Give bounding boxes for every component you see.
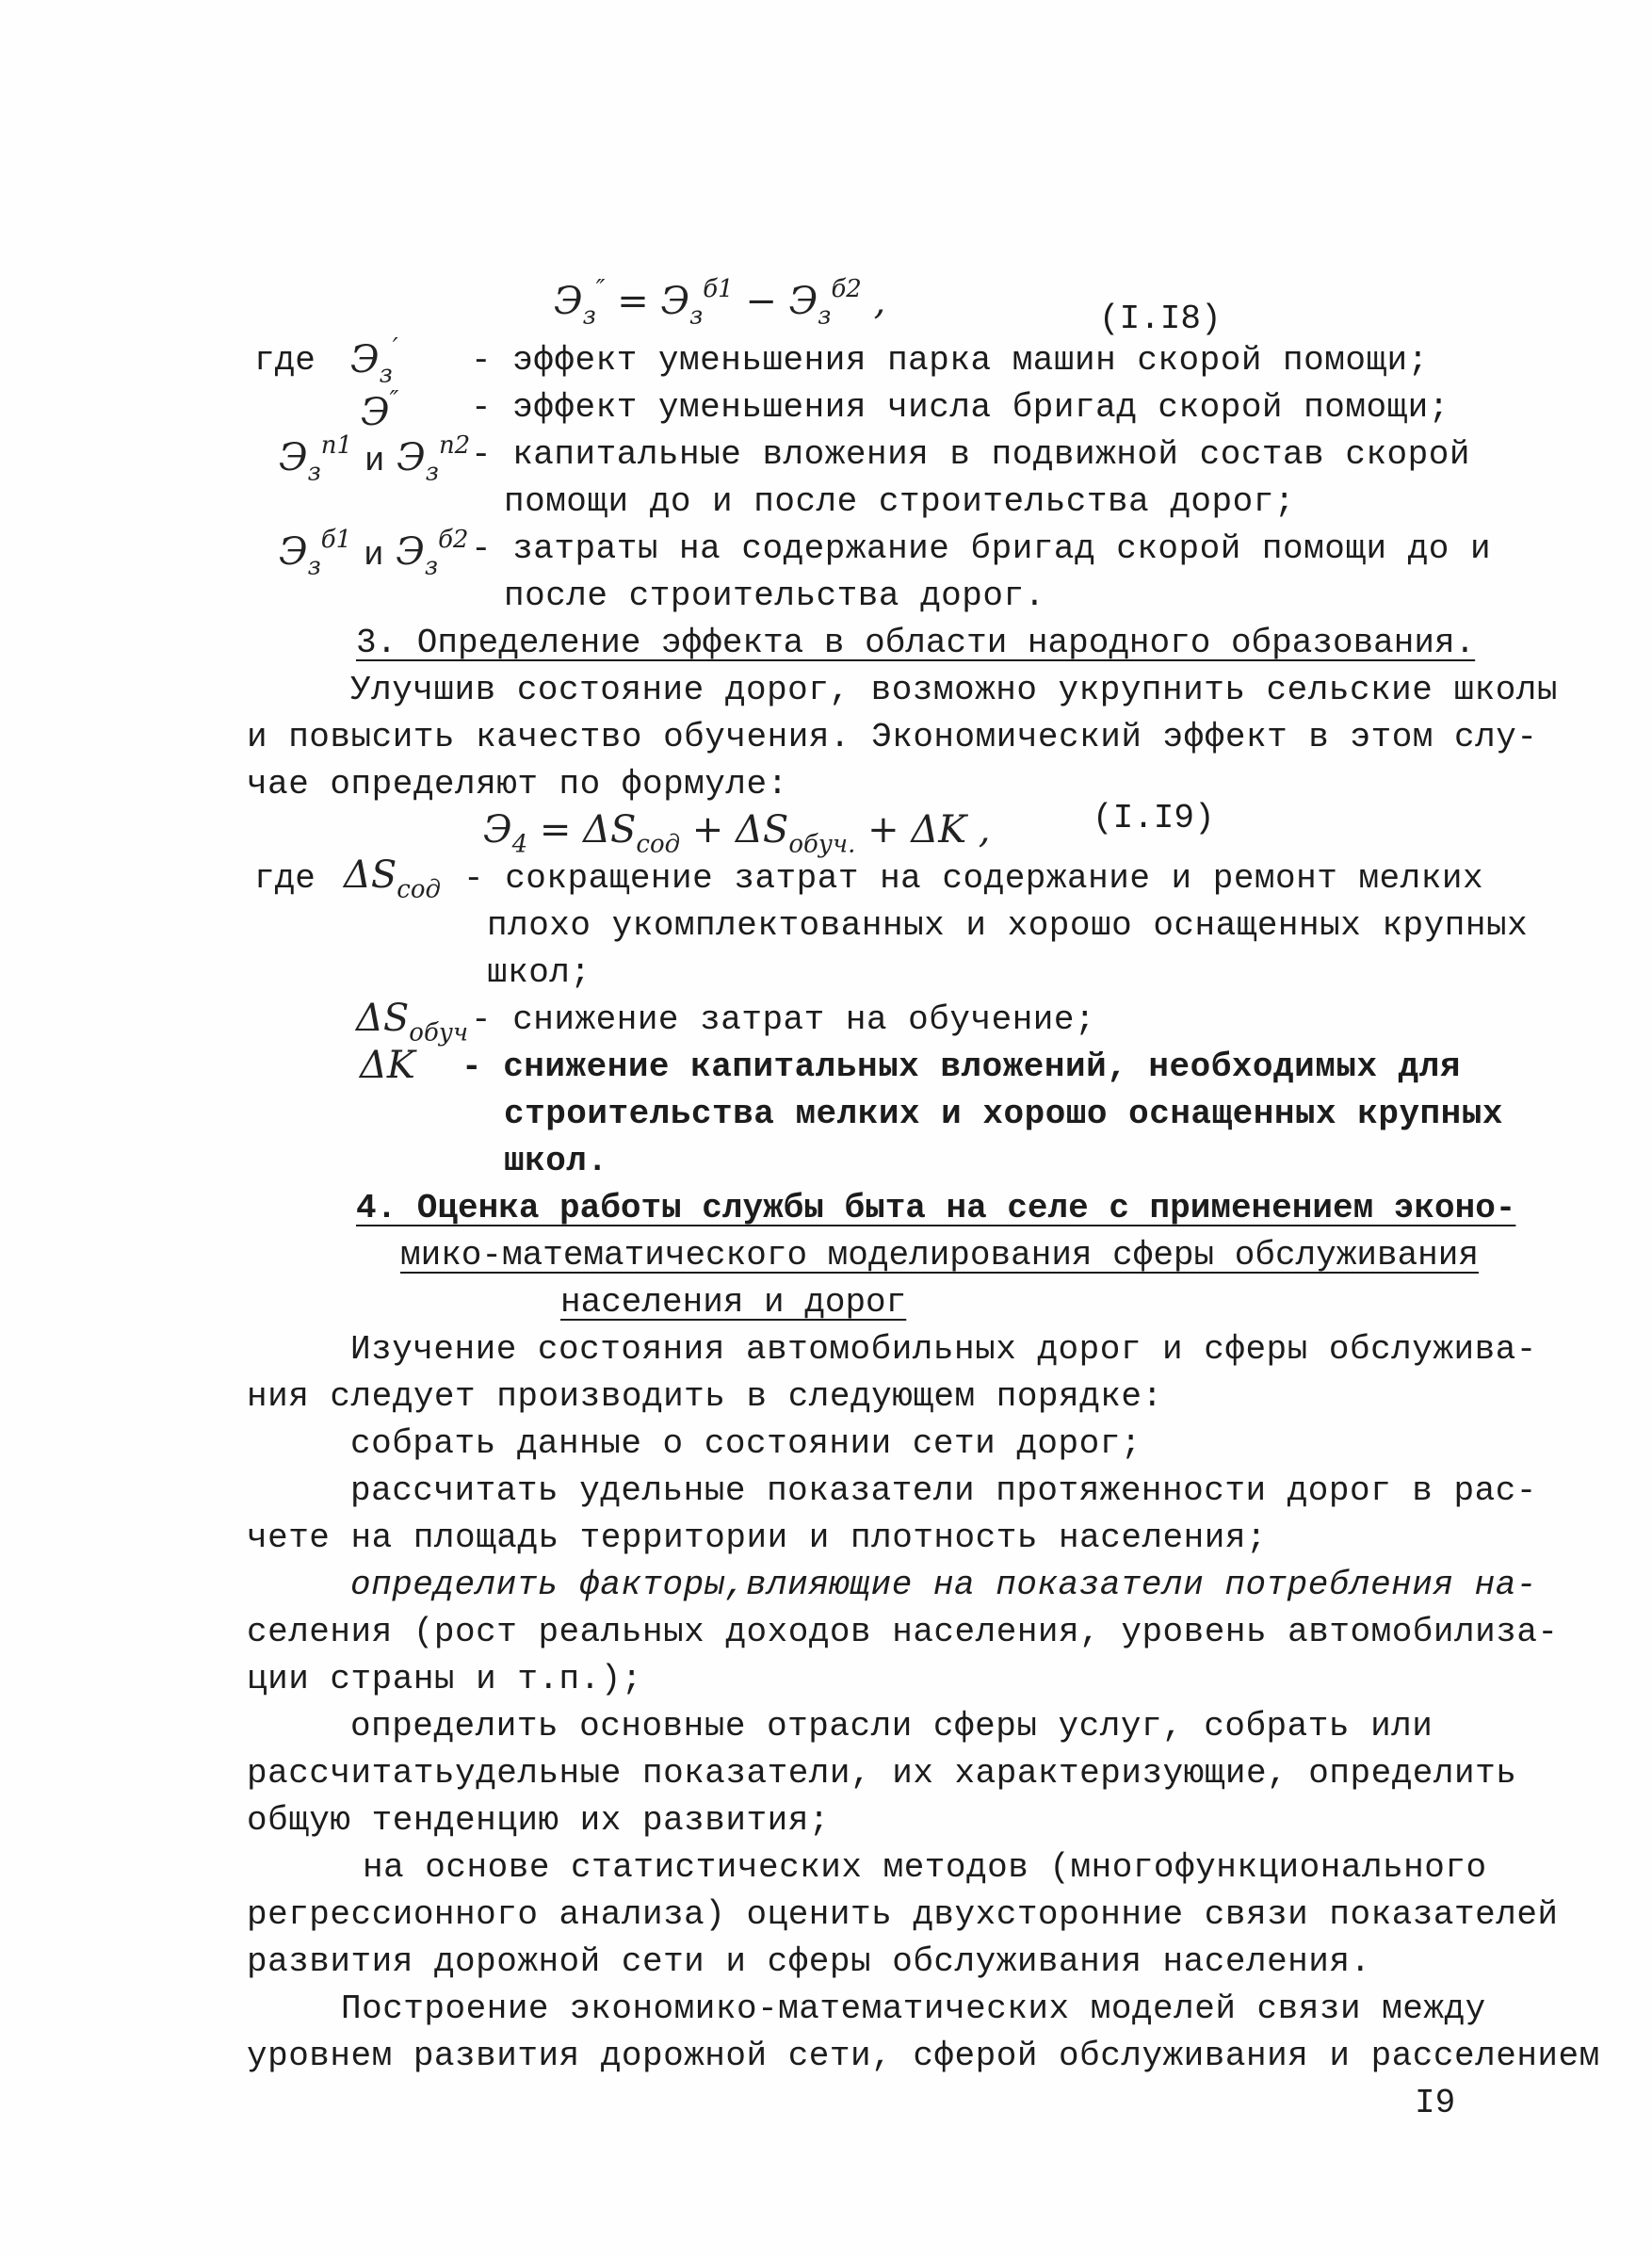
symbol-e-double-prime: Э″	[361, 386, 399, 435]
formula-i18: $Э_з'' = Э_з^{б1} - Э_з^{б2}$ ,	[554, 275, 886, 331]
body-line-13: регрессионного анализа) оценить двухсторонние связи показателей	[247, 1895, 1559, 1934]
body-line-8: ции страны и т.п.);	[247, 1660, 642, 1698]
formula-i19: $Э_4 = \Delta S_{сод} + \Delta S_{обуч.} + \Delta K$ ,	[483, 808, 991, 859]
def-e-double-prime: - эффект уменьшения числа бригад скорой помощи;	[471, 388, 1450, 427]
body-line-12: на основе статистических методов (многофункционального	[363, 1848, 1487, 1887]
def-dk-1: - снижение капитальных вложений, необходимых для	[462, 1047, 1461, 1086]
def-dscod-2: плохо укомплектованных и хорошо оснащенных крупных	[487, 906, 1529, 945]
where-label-1: где	[254, 341, 316, 380]
def-dk-2: строительства мелких и хорошо оснащенных крупных	[504, 1095, 1503, 1133]
body-line-2: ния следует производить в следующем порядке:	[247, 1377, 1163, 1416]
def-costs-1: - затраты на содержание бригад скорой помощи до и	[471, 529, 1492, 568]
page-number: I9	[1415, 2084, 1456, 2122]
equation-number-i18: (I.I8)	[1099, 300, 1222, 338]
body-line-7: селения (рост реальных доходов населения, уровень автомобилиза-	[247, 1613, 1559, 1651]
symbol-dscod: $\Delta S_{сод}$	[344, 853, 441, 904]
body-line-10: рассчитатьудельные показатели, их характеризующие, определить	[247, 1754, 1517, 1793]
def-e3-prime: - эффект уменьшения парка машин скорой помощи;	[471, 341, 1429, 380]
section-3-p2: и повысить качество обучения. Экономический эффект в этом слу-	[247, 718, 1538, 756]
def-capital-2: помощи до и после строительства дорог;	[504, 482, 1295, 521]
symbol-costs-pair: $Э_з^{б1}$ и $Э_з^{б2}$	[279, 526, 469, 581]
symbol-e3-prime: $Э_з'$	[350, 333, 398, 389]
symbol-capital-pair: $Э_з^{п1}$ и $Э_з^{п2}$	[279, 431, 471, 487]
body-line-3: собрать данные о состоянии сети дорог;	[350, 1424, 1142, 1463]
section-3-p1: Улучшив состояние дорог, возможно укрупнить сельские школы	[350, 671, 1559, 709]
body-line-14: развития дорожной сети и сферы обслуживания населения.	[247, 1942, 1371, 1981]
symbol-dk: ΔK	[360, 1044, 415, 1087]
def-dk-3: школ.	[504, 1142, 608, 1180]
body-line-15: Построение экономико-математических моделей связи между	[341, 1989, 1486, 2028]
body-line-11: общую тенденцию их развития;	[247, 1801, 830, 1840]
section-3-heading: 3. Определение эффекта в области народного образования.	[356, 624, 1476, 662]
body-line-4: рассчитать удельные показатели протяженности дорог в рас-	[350, 1471, 1537, 1510]
section-3-p3: чае определяют по формуле:	[247, 765, 788, 804]
body-line-5: чете на площадь территории и плотность населения;	[247, 1518, 1268, 1557]
body-line-6: определить факторы,влияющие на показатели потребления на-	[350, 1566, 1537, 1604]
def-dscod-1: - сокращение затрат на содержание и ремонт мелких	[463, 859, 1484, 898]
section-4-heading-1: 4. Оценка работы службы быта на селе с применением эконо-	[356, 1189, 1516, 1227]
section-4-heading-2: мико-математического моделирования сферы обслуживания	[400, 1236, 1479, 1275]
symbol-dsobuch: $\Delta S_{обуч}$	[356, 997, 469, 1047]
def-costs-2: после строительства дорог.	[504, 576, 1045, 615]
equation-number-i19: (I.I9)	[1093, 799, 1215, 837]
def-capital-1: - капитальные вложения в подвижной состав скорой	[471, 435, 1470, 474]
def-dsobuch: - снижение затрат на обучение;	[471, 1000, 1096, 1039]
def-dscod-3: школ;	[487, 953, 591, 992]
body-line-1: Изучение состояния автомобильных дорог и сферы обслужива-	[350, 1330, 1537, 1369]
body-line-9: определить основные отрасли сферы услуг, собрать или	[350, 1707, 1433, 1746]
body-line-16: уровнем развития дорожной сети, сферой обслуживания и расселением	[247, 2037, 1600, 2075]
section-4-heading-3: населения и дорог	[560, 1283, 907, 1322]
where-label-2: где	[254, 859, 316, 898]
